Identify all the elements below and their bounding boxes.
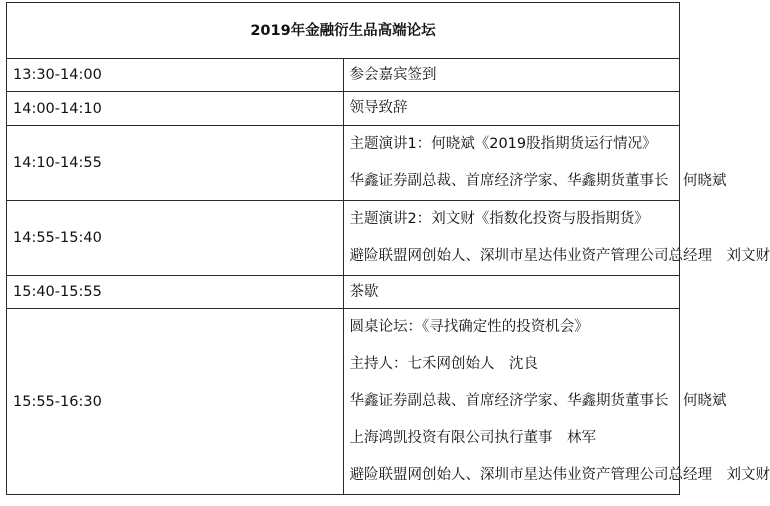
title-row — [7, 3, 680, 59]
table-row — [7, 126, 680, 201]
content-line: 主持人：七禾网创始人 沈良 — [349, 356, 538, 372]
content-cell — [343, 59, 680, 92]
content-line: 华鑫证券副总裁、首席经济学家、华鑫期货董事长 何晓斌 — [349, 393, 727, 409]
time-cell: 14:10-14:55 — [7, 126, 344, 201]
time-cell: 14:55-15:40 — [7, 201, 344, 276]
time-cell: 13:30-14:00 — [7, 59, 344, 92]
content-cell — [343, 126, 727, 201]
content-cell — [343, 92, 680, 126]
content-line: 领导致辞 — [349, 100, 408, 116]
content-line: 圆桌论坛：《寻找确定性的投资机会》 — [349, 319, 589, 335]
content-cell — [343, 276, 680, 309]
content-line: 主题演讲1：何晓斌《2019股指期货运行情况》 — [349, 136, 657, 152]
table-row — [7, 59, 680, 92]
content-line: 茶歇 — [349, 284, 379, 300]
content-line: 华鑫证券副总裁、首席经济学家、华鑫期货董事长 何晓斌 — [349, 173, 727, 189]
time-cell: 15:55-16:30 — [7, 309, 344, 495]
content-line: 主题演讲2：刘文财《指数化投资与股指期货》 — [349, 211, 649, 227]
content-line: 上海鸿凯投资有限公司执行董事 林军 — [349, 430, 596, 446]
content-line: 避险联盟网创始人、深圳市星达伟业资产管理公司总经理 刘文财 — [349, 467, 770, 483]
table-row — [7, 276, 680, 309]
content-line: 避险联盟网创始人、深圳市星达伟业资产管理公司总经理 刘文财 — [349, 248, 770, 264]
table-row — [7, 92, 680, 126]
content-cell — [343, 309, 770, 495]
time-cell: 15:40-15:55 — [7, 276, 344, 309]
forum-schedule-table — [6, 2, 770, 495]
forum-title: 2019年金融衍生品高端论坛 — [7, 3, 680, 59]
content-cell — [343, 201, 770, 276]
content-line: 参会嘉宾签到 — [349, 67, 437, 83]
time-cell: 14:00-14:10 — [7, 92, 344, 126]
table-row — [7, 201, 680, 276]
table-row — [7, 309, 680, 495]
